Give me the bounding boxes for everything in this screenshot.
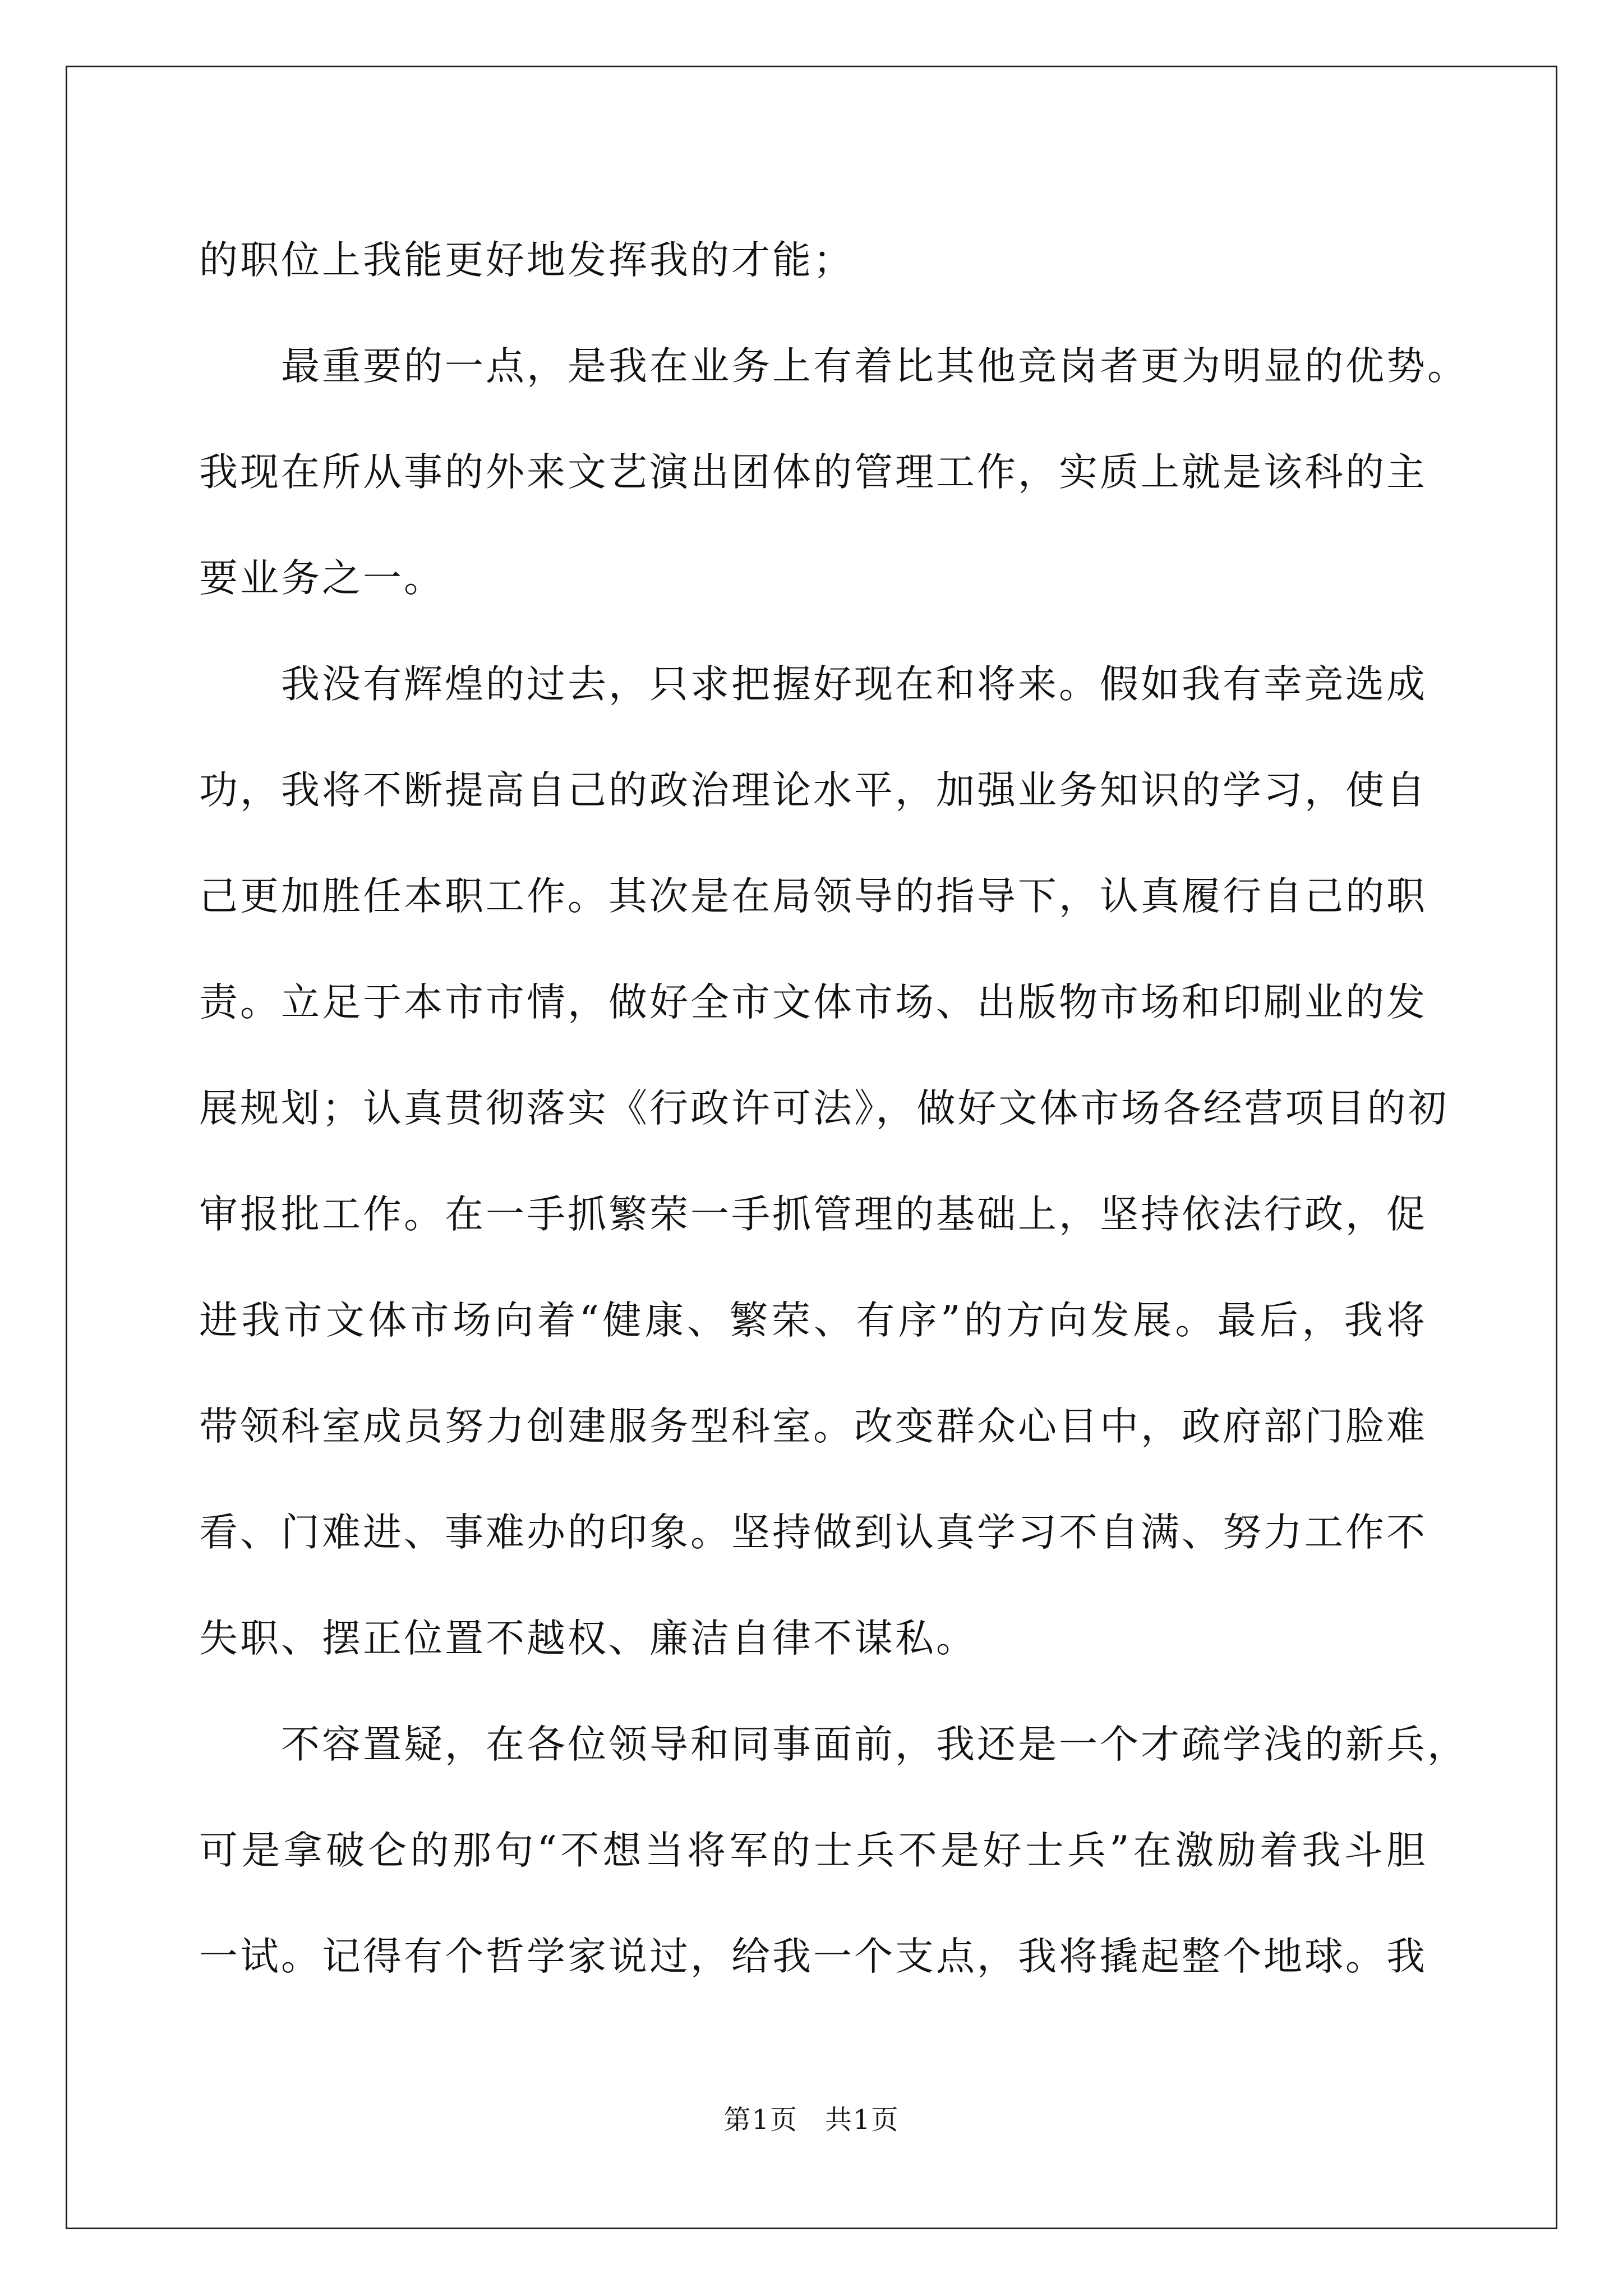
text-line: 功，我将不断提高自己的政治理论水平，加强业务知识的学习，使自	[199, 768, 1427, 813]
text-line: 看、门难进、事难办的印象。坚持做到认真学习不自满、努力工作不	[199, 1510, 1427, 1555]
text-line: 进我市文体市场向着“健康、繁荣、有序”的方向发展。最后，我将	[199, 1298, 1427, 1343]
text-line: 最重要的一点，是我在业务上有着比其他竞岗者更为明显的优势。	[281, 344, 1468, 389]
text-line: 带领科室成员努力创建服务型科室。改变群众心目中，政府部门脸难	[199, 1404, 1427, 1449]
text-line: 展规划；认真贯彻落实《行政许可法》，做好文体市场各经营项目的初	[199, 1086, 1449, 1131]
text-line: 的职位上我能更好地发挥我的才能；	[199, 238, 854, 283]
text-line: 责。立足于本市市情，做好全市文体市场、出版物市场和印刷业的发	[199, 980, 1427, 1025]
text-line: 失职、摆正位置不越权、廉洁自律不谋私。	[199, 1616, 977, 1661]
text-line: 可是拿破仑的那句“不想当将军的士兵不是好士兵”在激励着我斗胆	[199, 1828, 1427, 1873]
document-body	[199, 208, 1468, 2010]
text-line: 一试。记得有个哲学家说过，给我一个支点，我将撬起整个地球。我	[199, 1934, 1427, 1979]
text-line: 己更加胜任本职工作。其次是在局领导的指导下，认真履行自己的职	[199, 874, 1427, 919]
text-line: 要业务之一。	[199, 556, 445, 601]
page-total: 共1页	[825, 2104, 900, 2136]
page-footer	[0, 2098, 1623, 2137]
text-line: 不容置疑，在各位领导和同事面前，我还是一个才疏学浅的新兵，	[281, 1722, 1468, 1767]
text-line: 我现在所从事的外来文艺演出团体的管理工作，实质上就是该科的主	[199, 450, 1427, 495]
page-number: 第1页	[723, 2104, 798, 2136]
text-line: 审报批工作。在一手抓繁荣一手抓管理的基础上，坚持依法行政，促	[199, 1192, 1427, 1237]
text-line: 我没有辉煌的过去，只求把握好现在和将来。假如我有幸竞选成	[281, 662, 1427, 707]
